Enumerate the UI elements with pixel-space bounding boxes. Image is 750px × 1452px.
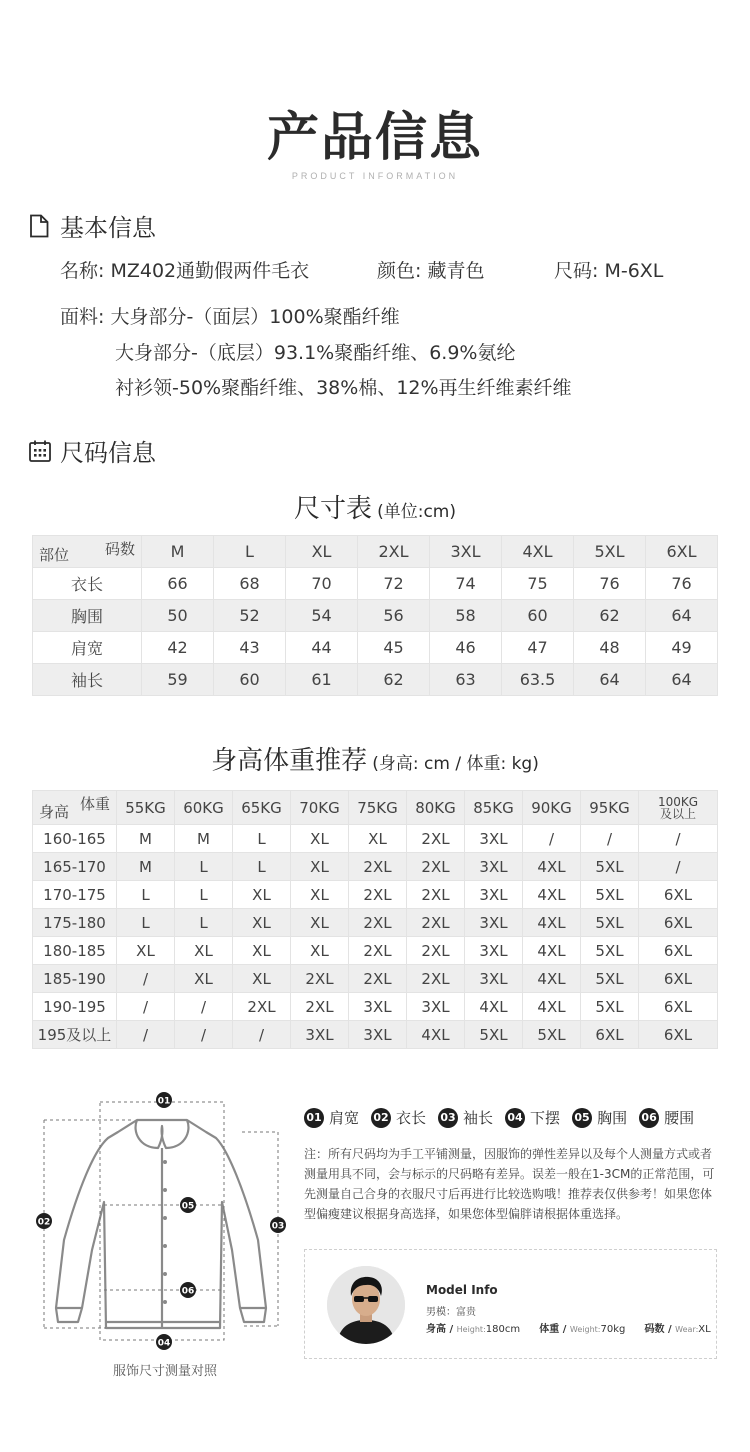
corner-weight-label: 体重 — [79, 795, 110, 813]
table-cell: 6XL — [639, 1021, 718, 1049]
weight-column-header: 75KG — [349, 791, 407, 825]
size-table-unit: (单位:cm) — [377, 502, 456, 522]
table-cell: XL — [117, 937, 175, 965]
table-cell: / — [175, 1021, 233, 1049]
legend-item — [639, 1107, 694, 1128]
weight-header-line2: 及以上 — [659, 806, 696, 821]
table-cell: 72 — [358, 568, 430, 600]
fabric-line-1: 面料: 大身部分-（面层）100%聚酯纤维 — [60, 306, 400, 328]
size-column-header: 2XL — [358, 536, 430, 568]
model-weight-en: Weight: — [569, 1325, 601, 1334]
measurement-note: 注：所有尺码均为手工平铺测量，因服饰的弹性差异以及每个人测量方式或者测量用具不同，会与标示的尺码略有差异。误差一般在1-3CM的正常范围，可先测量自己合身的衣服尺寸后再进行比较选购哦！推荐表仅供参考！如果您体型偏瘦建议根据身高选择，如果您体型偏胖请根据体重选择。 — [304, 1147, 715, 1221]
table-cell: 5XL — [465, 1021, 523, 1049]
rec-table-title — [0, 740, 750, 777]
table-cell: / — [523, 825, 581, 853]
marker-01 — [156, 1092, 172, 1108]
table-cell: XL — [291, 909, 349, 937]
table-cell: / — [639, 825, 718, 853]
table-cell: 54 — [286, 600, 358, 632]
legend-label: 肩宽 — [329, 1109, 360, 1127]
table-cell: XL — [349, 825, 407, 853]
table-cell: 3XL — [465, 881, 523, 909]
table-cell: 2XL — [407, 909, 465, 937]
svg-text:06: 06 — [181, 1286, 195, 1297]
table-cell: XL — [233, 965, 291, 993]
table-cell: / — [117, 993, 175, 1021]
model-size-value: XL — [698, 1324, 711, 1335]
marker-04 — [156, 1334, 172, 1350]
model-size-en: Wear: — [675, 1325, 699, 1334]
size-table-title — [0, 488, 750, 525]
table-cell: 5XL — [581, 853, 639, 881]
legend-item — [371, 1107, 426, 1128]
garment-measurement-diagram — [32, 1090, 294, 1352]
table-cell: / — [233, 1021, 291, 1049]
weight-column-header: 55KG — [117, 791, 175, 825]
measurement-legend — [304, 1107, 706, 1128]
table-cell: / — [117, 965, 175, 993]
legend-number-badge: 02 — [371, 1108, 391, 1128]
table-cell: 6XL — [639, 937, 718, 965]
table-row — [33, 568, 718, 600]
marker-05 — [180, 1197, 196, 1213]
rec-table-header-row — [33, 791, 718, 825]
table-cell: 47 — [502, 632, 574, 664]
table-cell: 3XL — [465, 965, 523, 993]
model-info-title: Model Info — [426, 1283, 498, 1297]
table-cell: XL — [291, 853, 349, 881]
weight-column-header: 70KG — [291, 791, 349, 825]
table-cell: 62 — [574, 600, 646, 632]
rec-table — [32, 790, 718, 1049]
weight-column-header: 80KG — [407, 791, 465, 825]
table-row — [33, 909, 718, 937]
size-info-title: 尺码信息 — [60, 439, 156, 467]
model-avatar — [327, 1266, 405, 1344]
table-cell: / — [117, 1021, 175, 1049]
size-table-corner — [33, 536, 142, 568]
legend-number-badge: 06 — [639, 1108, 659, 1128]
size-column-header: 3XL — [430, 536, 502, 568]
product-name: 名称: MZ402通勤假两件毛衣 — [60, 260, 310, 282]
legend-item — [572, 1107, 627, 1128]
table-row — [33, 632, 718, 664]
marker-02 — [36, 1213, 52, 1229]
table-row — [33, 881, 718, 909]
row-label: 胸围 — [33, 600, 142, 632]
weight-column-header: 65KG — [233, 791, 291, 825]
table-cell: 6XL — [639, 909, 718, 937]
model-size-label: 码数 / — [644, 1324, 676, 1335]
legend-number-badge: 05 — [572, 1108, 592, 1128]
height-range-label: 180-185 — [33, 937, 117, 965]
table-cell: 74 — [430, 568, 502, 600]
weight-column-header-last — [639, 791, 718, 825]
legend-label: 袖长 — [463, 1109, 494, 1127]
model-height-en: Height: — [456, 1325, 486, 1334]
page-title: 产品信息 — [266, 108, 483, 168]
basic-info-title: 基本信息 — [60, 214, 156, 242]
table-cell: 4XL — [523, 937, 581, 965]
table-row — [33, 1021, 718, 1049]
table-row — [33, 965, 718, 993]
table-cell: 3XL — [465, 909, 523, 937]
table-cell: 2XL — [349, 937, 407, 965]
size-table — [32, 535, 718, 696]
table-cell: 49 — [646, 632, 718, 664]
legend-number-badge: 04 — [505, 1108, 525, 1128]
svg-text:04: 04 — [157, 1338, 171, 1349]
table-row — [33, 664, 718, 696]
table-cell: XL — [175, 965, 233, 993]
table-cell: 64 — [646, 664, 718, 696]
table-cell: 50 — [142, 600, 214, 632]
table-cell: / — [581, 825, 639, 853]
table-cell: 63.5 — [502, 664, 574, 696]
table-cell: 2XL — [407, 881, 465, 909]
table-cell: 6XL — [639, 993, 718, 1021]
legend-number-badge: 01 — [304, 1108, 324, 1128]
legend-label: 胸围 — [597, 1109, 628, 1127]
fabric-line-2: 大身部分-（底层）93.1%聚酯纤维、6.9%氨纶 — [115, 342, 516, 364]
row-label: 衣长 — [33, 568, 142, 600]
model-weight-label: 体重 / — [539, 1324, 570, 1335]
table-row — [33, 825, 718, 853]
table-cell: XL — [291, 937, 349, 965]
corner-height-label: 身高 — [39, 803, 70, 821]
size-info-heading — [28, 433, 156, 468]
height-range-label: 175-180 — [33, 909, 117, 937]
height-range-label: 185-190 — [33, 965, 117, 993]
table-cell: 2XL — [349, 965, 407, 993]
table-cell: 4XL — [523, 909, 581, 937]
table-cell: 2XL — [291, 965, 349, 993]
size-column-header: 5XL — [574, 536, 646, 568]
table-cell: 3XL — [349, 1021, 407, 1049]
table-cell: 5XL — [581, 965, 639, 993]
product-size-range: 尺码: M-6XL — [554, 260, 664, 282]
svg-text:05: 05 — [181, 1201, 195, 1212]
rec-table-unit: (身高: cm / 体重: kg) — [372, 754, 539, 774]
table-cell: XL — [233, 937, 291, 965]
table-cell: 75 — [502, 568, 574, 600]
table-row — [33, 600, 718, 632]
table-cell: L — [233, 853, 291, 881]
size-column-header: 4XL — [502, 536, 574, 568]
table-cell: 2XL — [407, 937, 465, 965]
size-table-header-row — [33, 536, 718, 568]
table-cell: 6XL — [639, 965, 718, 993]
table-cell: 2XL — [349, 909, 407, 937]
legend-item — [304, 1107, 359, 1128]
model-stats — [426, 1320, 727, 1335]
weight-column-header: 60KG — [175, 791, 233, 825]
corner-part-label: 部位 — [39, 546, 70, 564]
table-cell: XL — [233, 881, 291, 909]
marker-03 — [270, 1217, 286, 1233]
size-column-header: XL — [286, 536, 358, 568]
size-column-header: L — [214, 536, 286, 568]
table-cell: 59 — [142, 664, 214, 696]
table-cell: 3XL — [465, 825, 523, 853]
table-cell: 3XL — [465, 937, 523, 965]
table-cell: 48 — [574, 632, 646, 664]
table-cell: 68 — [214, 568, 286, 600]
legend-item — [505, 1107, 560, 1128]
table-cell: 60 — [502, 600, 574, 632]
table-cell: 5XL — [581, 937, 639, 965]
weight-column-header: 90KG — [523, 791, 581, 825]
table-cell: 43 — [214, 632, 286, 664]
table-cell: 6XL — [639, 881, 718, 909]
document-icon — [28, 214, 50, 238]
table-cell: 4XL — [523, 853, 581, 881]
table-cell: XL — [233, 909, 291, 937]
table-cell: 76 — [574, 568, 646, 600]
row-label: 肩宽 — [33, 632, 142, 664]
rec-table-corner — [33, 791, 117, 825]
table-cell: 2XL — [349, 881, 407, 909]
svg-text:03: 03 — [271, 1221, 285, 1232]
table-cell: 64 — [646, 600, 718, 632]
table-cell: 52 — [214, 600, 286, 632]
table-cell: M — [175, 825, 233, 853]
table-cell: 4XL — [523, 993, 581, 1021]
table-cell: 2XL — [233, 993, 291, 1021]
table-cell: 2XL — [407, 965, 465, 993]
table-cell: 6XL — [581, 1021, 639, 1049]
model-height-value: 180cm — [485, 1324, 521, 1335]
model-height-label: 身高 / — [426, 1324, 457, 1335]
table-cell: M — [117, 825, 175, 853]
product-color: 颜色: 藏青色 — [377, 260, 485, 282]
height-range-label: 195及以上 — [33, 1021, 117, 1049]
table-row — [33, 853, 718, 881]
legend-item — [438, 1107, 493, 1128]
table-cell: 56 — [358, 600, 430, 632]
table-cell: L — [117, 909, 175, 937]
basic-info-heading — [28, 208, 156, 243]
table-cell: 3XL — [349, 993, 407, 1021]
table-cell: 2XL — [291, 993, 349, 1021]
size-table-title-text: 尺寸表 — [293, 494, 372, 524]
table-cell: 4XL — [407, 1021, 465, 1049]
legend-label: 腰围 — [664, 1109, 695, 1127]
height-range-label: 190-195 — [33, 993, 117, 1021]
svg-text:01: 01 — [157, 1096, 171, 1107]
legend-label: 下摆 — [530, 1109, 561, 1127]
page-subtitle: PRODUCT INFORMATION — [291, 171, 459, 181]
table-cell: 5XL — [581, 909, 639, 937]
table-cell: 2XL — [407, 825, 465, 853]
height-range-label: 165-170 — [33, 853, 117, 881]
svg-text:02: 02 — [37, 1217, 51, 1228]
table-cell: XL — [291, 825, 349, 853]
table-cell: 4XL — [523, 881, 581, 909]
model-info-card — [304, 1249, 717, 1359]
row-label: 袖长 — [33, 664, 142, 696]
table-cell: XL — [175, 937, 233, 965]
table-cell: 61 — [286, 664, 358, 696]
table-cell: 76 — [646, 568, 718, 600]
model-weight-value: 70kg — [600, 1324, 626, 1335]
legend-label: 衣长 — [396, 1109, 427, 1127]
table-cell: 3XL — [291, 1021, 349, 1049]
rec-table-title-text: 身高体重推荐 — [211, 746, 368, 776]
table-cell: 3XL — [465, 853, 523, 881]
size-column-header: 6XL — [646, 536, 718, 568]
table-cell: 70 — [286, 568, 358, 600]
marker-06 — [180, 1282, 196, 1298]
table-cell: XL — [291, 881, 349, 909]
table-cell: L — [233, 825, 291, 853]
table-cell: 58 — [430, 600, 502, 632]
height-range-label: 160-165 — [33, 825, 117, 853]
table-cell: / — [175, 993, 233, 1021]
table-cell: 5XL — [581, 993, 639, 1021]
table-cell: L — [175, 853, 233, 881]
table-cell: 62 — [358, 664, 430, 696]
table-cell: 42 — [142, 632, 214, 664]
table-cell: 4XL — [465, 993, 523, 1021]
height-range-label: 170-175 — [33, 881, 117, 909]
table-cell: / — [639, 853, 718, 881]
weight-column-header: 95KG — [581, 791, 639, 825]
fabric-line-3: 衬衫领-50%聚酯纤维、38%棉、12%再生纤维素纤维 — [115, 377, 572, 399]
diagram-caption: 服饰尺寸测量对照 — [112, 1364, 217, 1379]
table-cell: 44 — [286, 632, 358, 664]
table-cell: 4XL — [523, 965, 581, 993]
legend-number-badge: 03 — [438, 1108, 458, 1128]
table-cell: L — [117, 881, 175, 909]
table-cell: 45 — [358, 632, 430, 664]
table-cell: L — [175, 909, 233, 937]
table-row — [33, 937, 718, 965]
weight-header-line1: 100KG — [657, 794, 699, 809]
table-cell: 66 — [142, 568, 214, 600]
table-cell: 2XL — [349, 853, 407, 881]
table-cell: M — [117, 853, 175, 881]
corner-size-label: 码数 — [104, 540, 135, 558]
model-name: 男模：富贵 — [426, 1307, 476, 1318]
weight-column-header: 85KG — [465, 791, 523, 825]
table-cell: 64 — [574, 664, 646, 696]
table-cell: 3XL — [407, 993, 465, 1021]
table-row — [33, 993, 718, 1021]
calendar-icon — [28, 439, 50, 463]
table-cell: 5XL — [523, 1021, 581, 1049]
table-cell: 46 — [430, 632, 502, 664]
table-cell: 63 — [430, 664, 502, 696]
size-column-header: M — [142, 536, 214, 568]
table-cell: L — [175, 881, 233, 909]
table-cell: 2XL — [407, 853, 465, 881]
table-cell: 60 — [214, 664, 286, 696]
table-cell: 5XL — [581, 881, 639, 909]
